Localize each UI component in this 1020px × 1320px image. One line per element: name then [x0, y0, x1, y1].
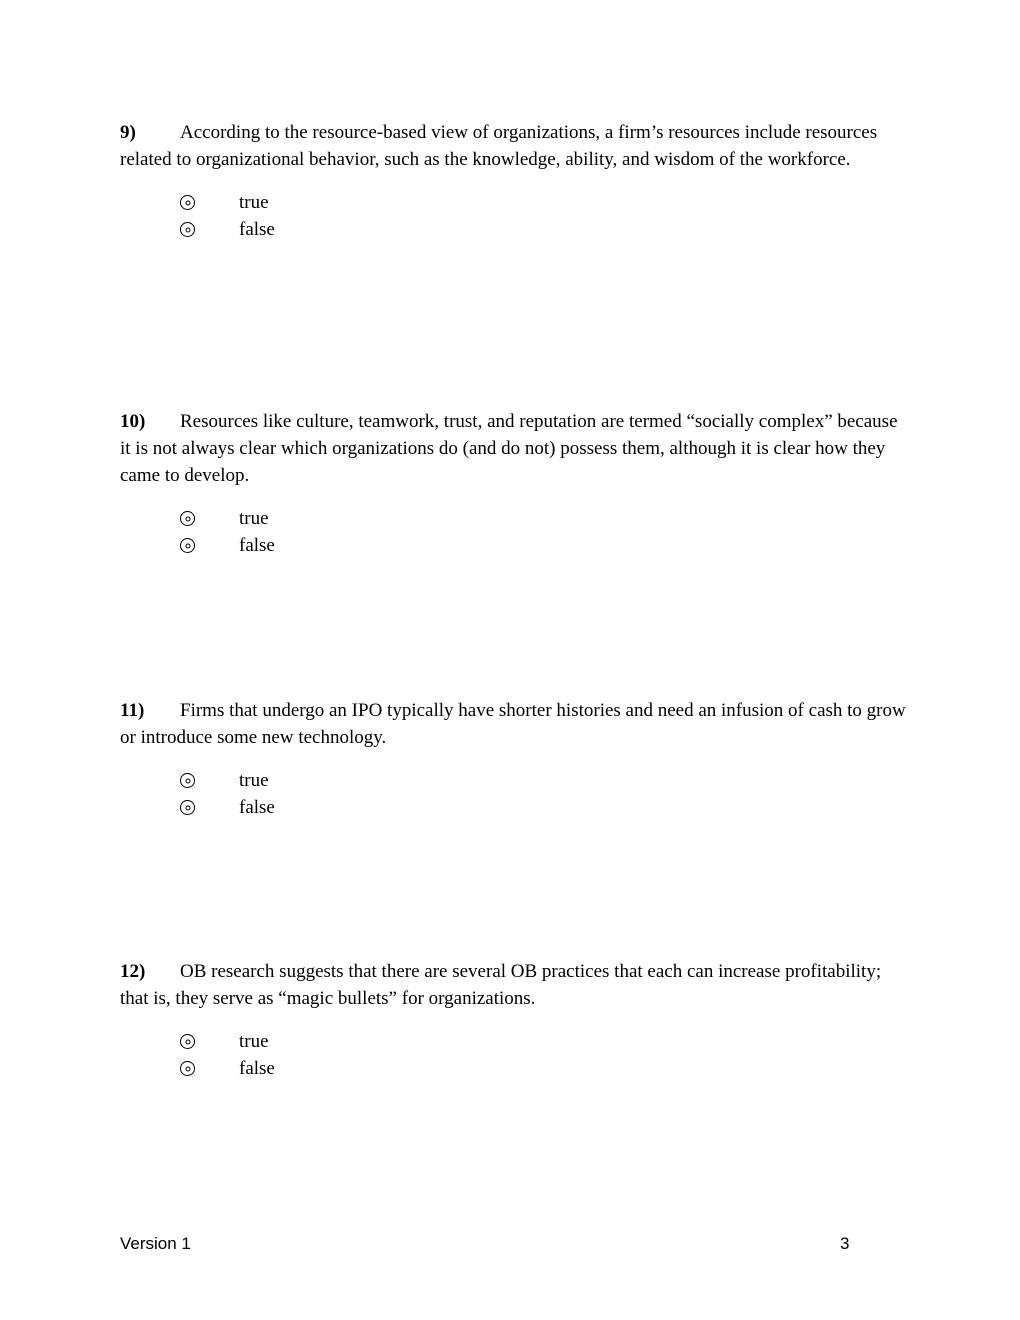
question-text	[120, 697, 910, 751]
option-false[interactable]	[180, 794, 910, 821]
radio-icon[interactable]	[180, 511, 195, 526]
question-text	[120, 408, 910, 489]
radio-icon[interactable]	[180, 195, 195, 210]
question-body: OB research suggests that there are several OB practices that each can increase profitability; that is, they serve as “magic bullets” for organizations.	[120, 961, 882, 1009]
option-label: false	[239, 218, 275, 240]
question-9	[120, 119, 910, 243]
question-number: 12)	[120, 961, 146, 982]
option-true[interactable]	[180, 767, 910, 794]
answer-options	[120, 189, 910, 243]
answer-options	[120, 1028, 910, 1082]
radio-icon[interactable]	[180, 800, 195, 815]
footer-version: Version 1	[120, 1234, 191, 1253]
answer-options	[120, 767, 910, 821]
radio-icon[interactable]	[180, 222, 195, 237]
question-11	[120, 697, 910, 821]
question-body: According to the resource-based view of organizations, a firm’s resources include resources related to organizational behavior, such as the knowledge, ability, and wisdom of the workforce.	[120, 122, 878, 170]
option-label: true	[239, 769, 269, 791]
radio-icon[interactable]	[180, 1034, 195, 1049]
question-number: 9)	[120, 122, 136, 143]
option-label: true	[239, 1030, 269, 1052]
option-label: true	[239, 507, 269, 529]
question-number: 11)	[120, 700, 145, 721]
option-false[interactable]	[180, 1055, 910, 1082]
question-body: Firms that undergo an IPO typically have shorter histories and need an infusion of cash to grow or introduce some new technology.	[120, 700, 906, 748]
answer-options	[120, 505, 910, 559]
option-true[interactable]	[180, 1028, 910, 1055]
option-true[interactable]	[180, 505, 910, 532]
question-number: 10)	[120, 411, 146, 432]
radio-icon[interactable]	[180, 538, 195, 553]
option-false[interactable]	[180, 216, 910, 243]
option-label: false	[239, 796, 275, 818]
option-label: false	[239, 534, 275, 556]
question-body: Resources like culture, teamwork, trust, and reputation are termed “socially complex” because it is not always clear which organizations do (and do not) possess them, although it is clear how they came to develop.	[120, 411, 898, 486]
option-false[interactable]	[180, 532, 910, 559]
option-label: true	[239, 191, 269, 213]
question-text	[120, 958, 910, 1012]
option-label: false	[239, 1057, 275, 1079]
radio-icon[interactable]	[180, 1061, 195, 1076]
radio-icon[interactable]	[180, 773, 195, 788]
question-12	[120, 958, 910, 1082]
option-true[interactable]	[180, 189, 910, 216]
question-text	[120, 119, 910, 173]
footer-page-number: 3	[840, 1234, 850, 1253]
question-10	[120, 408, 910, 559]
